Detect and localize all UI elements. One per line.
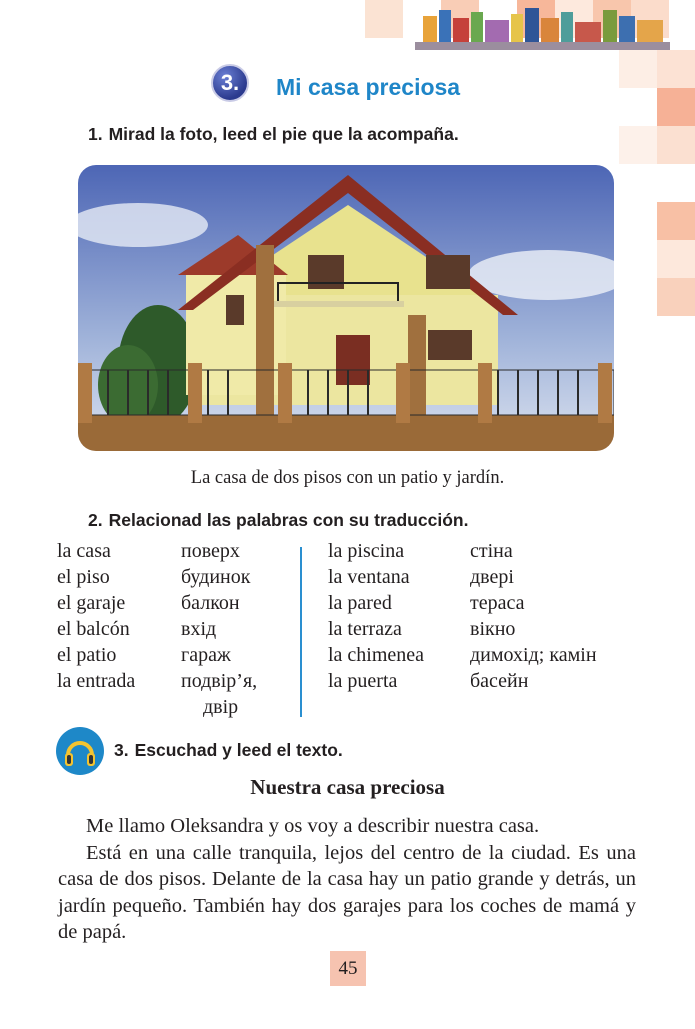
- vocab-translation: будинок: [181, 566, 251, 588]
- books-illustration: [415, 4, 670, 52]
- column-divider: [300, 547, 302, 717]
- vocab-word: el patio: [57, 644, 117, 666]
- vocab-word: la terraza: [328, 618, 402, 640]
- page-number: 45: [330, 951, 366, 986]
- vocab-word: la pared: [328, 592, 392, 614]
- vocab-ukrainian-column-1: [181, 538, 257, 720]
- vocab-translation: подвір’я,: [181, 670, 258, 692]
- task-3-number: 3.: [114, 740, 129, 760]
- vocab-translation: басейн: [470, 670, 529, 692]
- vocab-word: la piscina: [328, 540, 405, 562]
- vocab-translation: балкон: [181, 592, 240, 614]
- vocab-word: el garaje: [57, 592, 126, 614]
- task-2-number: 2.: [88, 510, 103, 530]
- lesson-number-badge: 3.: [211, 64, 249, 102]
- reading-paragraph-1: Me llamo Oleksandra y os voy a describir nuestra casa.: [86, 815, 540, 837]
- vocab-translation: стіна: [470, 540, 513, 562]
- reading-title: Nuestra casa preciosa: [250, 775, 445, 799]
- task-2: [88, 510, 468, 531]
- vocab-word: la puerta: [328, 670, 398, 692]
- vocab-spanish-column-2: [328, 538, 424, 694]
- headphones-icon: [56, 727, 104, 775]
- lesson-title: Mi casa preciosa: [276, 74, 461, 100]
- vocab-translation: вхід: [181, 618, 217, 640]
- vocab-word: el balcón: [57, 618, 130, 640]
- vocab-word: la entrada: [57, 670, 136, 692]
- task-3: [114, 740, 343, 761]
- house-photo: [78, 165, 614, 451]
- task-1-instruction: Mirad la foto, leed el pie que la acompaña.: [108, 124, 459, 144]
- vocab-word: la ventana: [328, 566, 410, 588]
- task-1: [88, 124, 459, 145]
- task-3-instruction: Escuchad y leed el texto.: [134, 740, 343, 760]
- vocab-translation: двір: [203, 696, 239, 718]
- vocab-translation: поверх: [181, 540, 240, 562]
- vocab-translation: двері: [470, 566, 514, 588]
- vocab-word: la chimenea: [328, 644, 425, 666]
- vocab-translation: тераса: [470, 592, 525, 614]
- vocab-translation: димохід; камін: [470, 644, 597, 666]
- vocab-word: la casa: [57, 540, 111, 562]
- reading-paragraph-2: Está en una calle tranquila, lejos del centro de la ciudad. Es una casa de dos pisos. Delante de la casa hay un patio grande y detrás, un jardín pequeño. También hay dos garajes para los coches de mamá y de papá.: [58, 841, 636, 943]
- reading-text: [58, 813, 636, 946]
- vocab-translation: вікно: [470, 618, 516, 640]
- vocab-word: el piso: [57, 566, 110, 588]
- photo-caption: La casa de dos pisos con un patio y jardín.: [190, 468, 505, 488]
- task-1-number: 1.: [88, 124, 103, 144]
- vocab-spanish-column-1: [57, 538, 135, 694]
- task-2-instruction: Relacionad las palabras con su traducción.: [108, 510, 469, 530]
- vocab-ukrainian-column-2: [470, 538, 597, 694]
- vocab-translation: гараж: [181, 644, 231, 666]
